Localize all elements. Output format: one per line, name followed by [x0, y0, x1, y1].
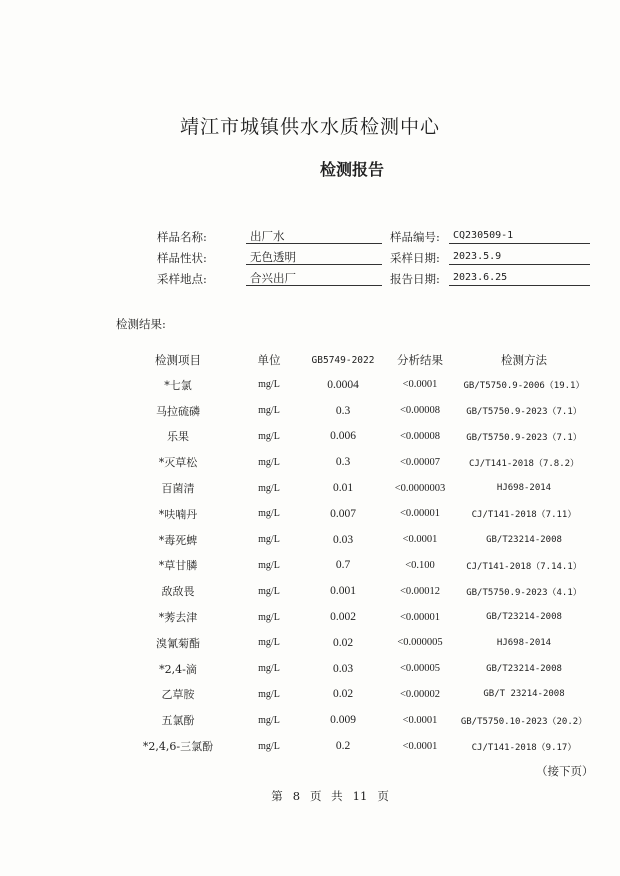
header-result: 分析结果 — [397, 353, 443, 367]
result-item: 乐果 — [167, 430, 189, 444]
result-method: GB/T5750.9-2023（7.1） — [466, 432, 582, 443]
result-item: *呋喃丹 — [158, 507, 198, 521]
result-method: CJ/T141-2018（7.14.1） — [466, 561, 582, 572]
result-value: <0.00001 — [399, 508, 441, 520]
report-subtitle: 检测报告 — [319, 160, 384, 179]
table-row — [118, 733, 594, 759]
results-label: 检测结果: — [116, 317, 166, 331]
result-value: <0.00008 — [399, 405, 441, 417]
result-limit: 0.03 — [332, 662, 354, 675]
result-method: GB/T5750.10-2023（20.2） — [460, 716, 588, 727]
result-unit: mg/L — [258, 482, 280, 494]
sampling-date-value: 2023.5.9 — [449, 250, 590, 265]
result-method: GB/T23214-2008 — [486, 663, 562, 674]
result-item: 敌敌畏 — [161, 585, 195, 599]
result-value: <0.0001 — [402, 534, 438, 546]
result-value: <0.0001 — [402, 714, 438, 726]
result-item: *莠去津 — [158, 611, 198, 625]
result-unit: mg/L — [258, 585, 280, 597]
result-method: GB/T23214-2008 — [486, 534, 562, 545]
header-standard: GB5749-2022 — [311, 354, 375, 366]
result-unit: mg/L — [258, 611, 280, 623]
result-value: <0.100 — [405, 559, 435, 571]
page-prefix: 第 — [271, 789, 283, 803]
sample-property-label: 样品性状: — [157, 251, 207, 265]
result-limit: 0.006 — [330, 430, 356, 443]
result-limit: 0.2 — [335, 740, 351, 753]
sample-id-value: CQ230509-1 — [449, 229, 590, 244]
sample-name-value: 出厂水 — [246, 229, 382, 244]
result-unit: mg/L — [258, 379, 280, 391]
page-suffix: 页 — [377, 789, 389, 803]
result-item: *毒死蜱 — [158, 533, 198, 547]
result-item: 乙草胺 — [161, 688, 195, 702]
result-method: CJ/T141-2018（7.11） — [471, 510, 577, 521]
result-value: <0.00002 — [399, 688, 441, 700]
table-row — [118, 578, 594, 604]
result-limit: 0.03 — [332, 533, 354, 546]
result-item: *草甘膦 — [158, 559, 198, 573]
sampling-date-label: 采样日期: — [390, 251, 440, 265]
table-row — [118, 682, 594, 708]
result-value: <0.00007 — [399, 456, 441, 468]
result-method: HJ698-2014 — [496, 637, 552, 648]
results-body — [118, 372, 594, 759]
result-limit: 0.3 — [335, 404, 351, 417]
result-limit: 0.01 — [332, 482, 354, 495]
report-date-label: 报告日期: — [390, 272, 440, 286]
results-table — [118, 348, 594, 759]
header-item: 检测项目 — [155, 353, 201, 367]
page-footer — [0, 788, 620, 804]
result-item: 五氯酚 — [161, 714, 195, 728]
result-unit: mg/L — [258, 508, 280, 520]
result-item: *七氯 — [164, 378, 192, 392]
table-row — [118, 630, 594, 656]
result-unit: mg/L — [258, 456, 280, 468]
table-row — [118, 527, 594, 553]
header-unit: 单位 — [257, 353, 281, 367]
header-method: 检测方法 — [501, 353, 547, 367]
result-value: <0.0001 — [402, 740, 438, 752]
result-method: GB/T5750.9-2023（7.1） — [466, 407, 582, 418]
result-unit: mg/L — [258, 637, 280, 649]
result-value: <0.00008 — [399, 430, 441, 442]
result-item: *2,4-滴 — [159, 662, 197, 676]
result-unit: mg/L — [258, 663, 280, 675]
sample-id-label: 样品编号: — [390, 230, 440, 244]
result-item: 马拉硫磷 — [156, 404, 200, 418]
sample-info-row-1 — [0, 229, 620, 247]
table-row — [118, 398, 594, 424]
result-method: GB/T23214-2008 — [486, 612, 562, 623]
result-value: <0.0000003 — [394, 482, 446, 494]
result-method: HJ698-2014 — [496, 483, 552, 494]
result-unit: mg/L — [258, 534, 280, 546]
result-method: CJ/T141-2018（7.8.2） — [468, 458, 580, 469]
table-row — [118, 707, 594, 733]
result-value: <0.00001 — [399, 611, 441, 623]
sample-info-row-2 — [0, 250, 620, 268]
result-limit: 0.001 — [330, 585, 356, 598]
page-current: 8 — [292, 789, 301, 803]
results-header-row — [118, 348, 594, 372]
result-item: 百菌清 — [161, 482, 195, 496]
result-item: *灭草松 — [158, 456, 198, 470]
table-row — [118, 449, 594, 475]
page-title: 靖江市城镇供水水质检测中心 — [179, 116, 440, 138]
result-limit: 0.02 — [332, 636, 354, 649]
result-limit: 0.0004 — [327, 378, 359, 391]
result-unit: mg/L — [258, 688, 280, 700]
table-row — [118, 475, 594, 501]
result-item: *2,4,6-三氯酚 — [142, 740, 214, 754]
table-row — [118, 656, 594, 682]
sampling-location-value: 合兴出厂 — [246, 271, 382, 286]
result-limit: 0.002 — [330, 611, 356, 624]
result-value: <0.00012 — [399, 585, 441, 597]
result-method: CJ/T141-2018（9.17） — [471, 742, 577, 753]
page-mid: 页 共 — [310, 789, 343, 803]
continued-note: （接下页） — [536, 764, 594, 778]
table-row — [118, 424, 594, 450]
sample-property-value: 无色透明 — [246, 250, 382, 265]
sample-name-label: 样品名称: — [157, 230, 207, 244]
result-value: <0.0001 — [402, 379, 438, 391]
report-date-value: 2023.6.25 — [449, 271, 590, 286]
table-row — [118, 501, 594, 527]
result-method: GB/T5750.9-2023（4.1） — [466, 587, 582, 598]
result-unit: mg/L — [258, 559, 280, 571]
sampling-location-label: 采样地点: — [157, 272, 207, 286]
result-value: <0.000005 — [397, 637, 443, 649]
result-limit: 0.009 — [330, 714, 356, 727]
table-row — [118, 553, 594, 579]
result-limit: 0.3 — [335, 456, 351, 469]
result-method: GB/T 23214-2008 — [483, 689, 565, 700]
result-method: GB/T5750.9-2006（19.1） — [463, 381, 585, 392]
page-total: 11 — [352, 789, 368, 803]
sample-info-row-3 — [0, 271, 620, 289]
table-row — [118, 604, 594, 630]
result-item: 溴氰菊酯 — [156, 636, 200, 650]
result-limit: 0.007 — [330, 507, 356, 520]
table-row — [118, 372, 594, 398]
result-limit: 0.02 — [332, 688, 354, 701]
result-unit: mg/L — [258, 430, 280, 442]
result-unit: mg/L — [258, 405, 280, 417]
result-unit: mg/L — [258, 740, 280, 752]
result-value: <0.00005 — [399, 663, 441, 675]
result-unit: mg/L — [258, 714, 280, 726]
result-limit: 0.7 — [335, 559, 351, 572]
